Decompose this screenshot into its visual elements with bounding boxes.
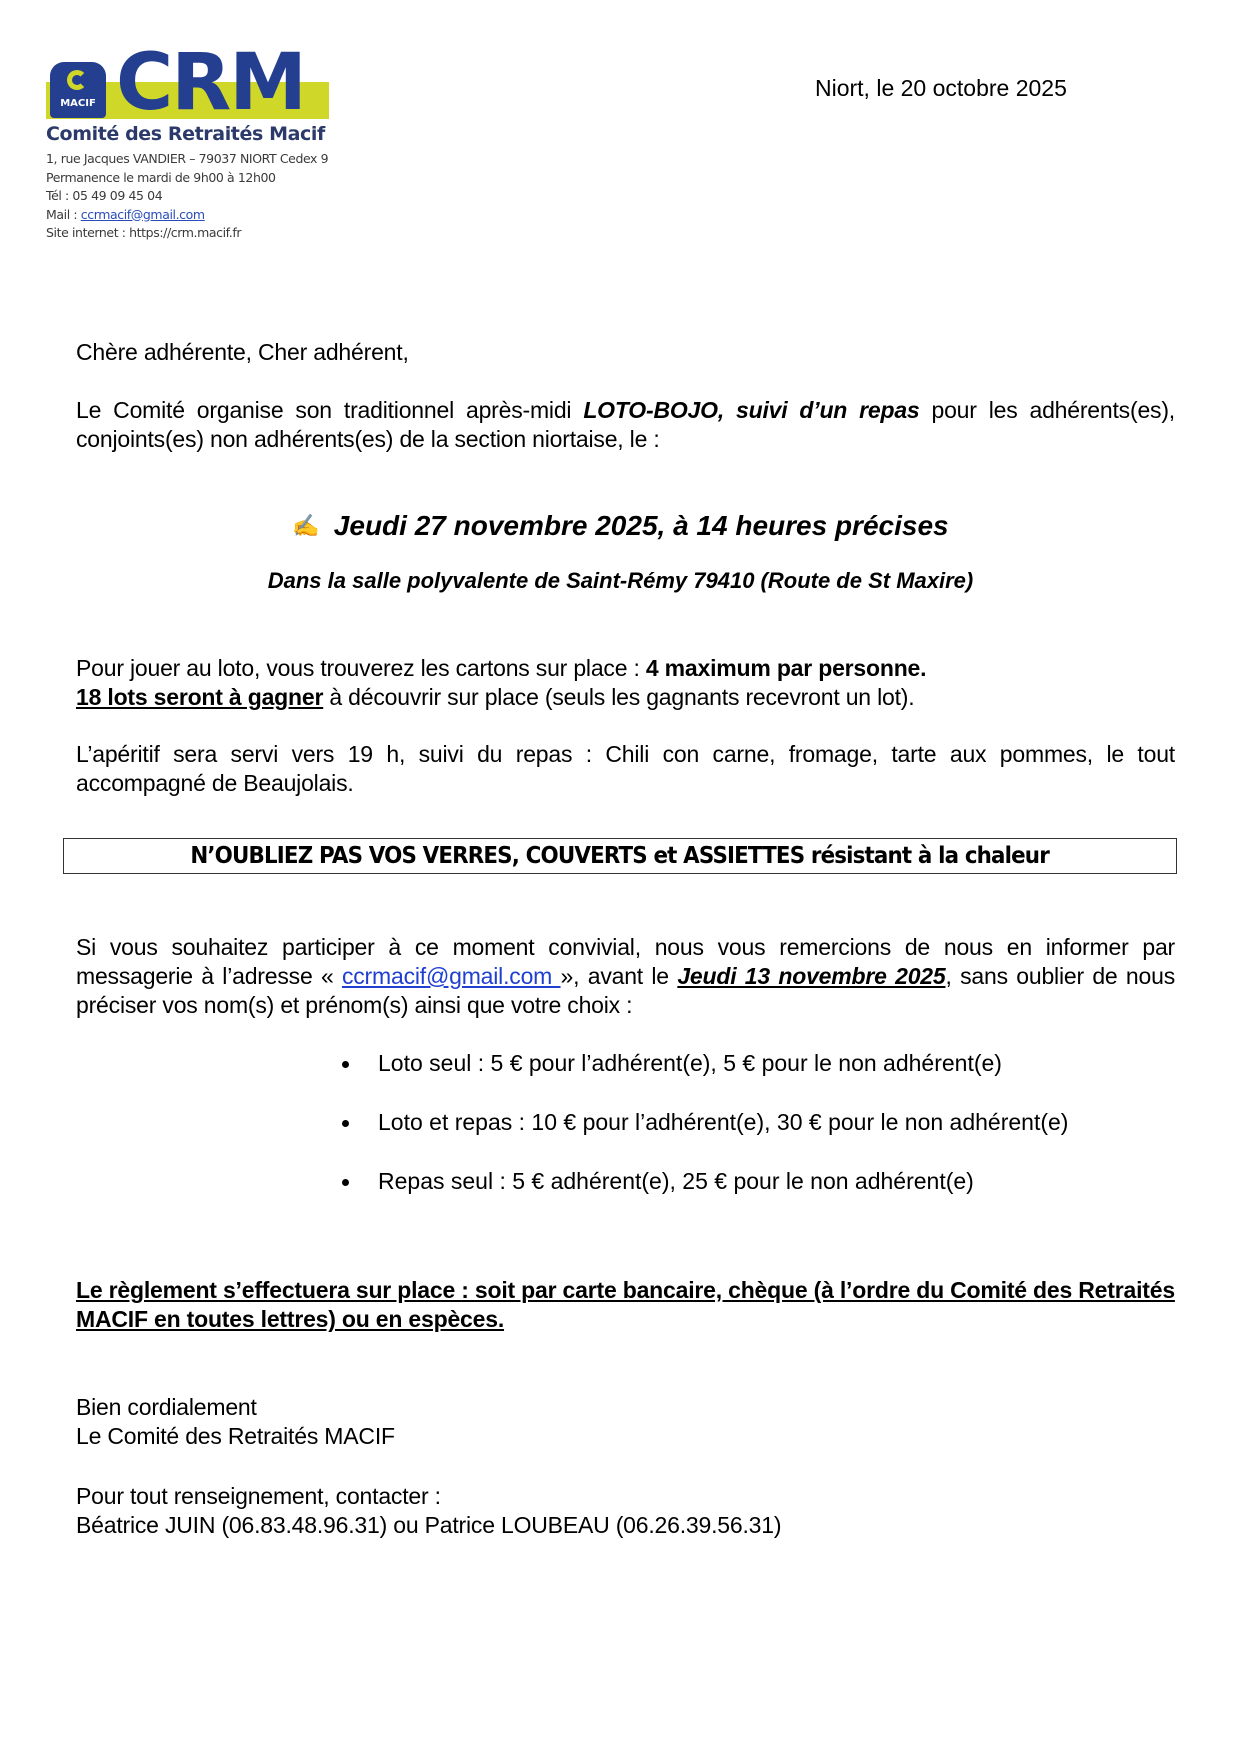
price-option: Loto et repas : 10 € pour l’adhérent(e), 30 € pour le non adhérent(e) bbox=[340, 1108, 1068, 1167]
deadline-date: Jeudi 13 novembre 2025 bbox=[677, 963, 946, 989]
phone: Tél : 05 49 09 45 04 bbox=[46, 188, 163, 203]
closing-signature: Le Comité des Retraités MACIF bbox=[76, 1423, 395, 1449]
greeting: Chère adhérente, Cher adhérent, bbox=[76, 339, 409, 365]
participation-text-2: », avant le bbox=[560, 963, 678, 989]
contact-names: Béatrice JUIN (06.83.48.96.31) ou Patrice LOUBEAU (06.26.39.56.31) bbox=[76, 1512, 782, 1538]
price-option: Repas seul : 5 € adhérent(e), 25 € pour le non adhérent(e) bbox=[340, 1167, 1068, 1226]
mail-label: Mail : bbox=[46, 206, 81, 222]
address: 1, rue Jacques VANDIER – 79037 NIORT Cedex 9 bbox=[46, 151, 329, 166]
macif-swirl-icon bbox=[67, 70, 87, 90]
closing-salutation: Bien cordialement bbox=[76, 1394, 257, 1420]
reminder-text: N’OUBLIEZ PAS VOS VERRES, COUVERTS et ASSIETTES résistant à la chaleur bbox=[190, 843, 1050, 869]
participation-text-3: , sans oublier de nous préciser vos nom(s) et prénom(s) ainsi que votre choix : bbox=[76, 963, 1175, 1018]
event-headline bbox=[0, 510, 1241, 542]
mail-link[interactable]: ccrmacif@gmail.com bbox=[80, 206, 205, 222]
mail-line bbox=[46, 206, 328, 225]
loto-cards-text: Pour jouer au loto, vous trouverez les cartons sur place : bbox=[76, 655, 646, 681]
loto-line-1 bbox=[76, 654, 1175, 683]
macif-badge-icon bbox=[50, 62, 106, 118]
writing-hand-icon: ✍ bbox=[292, 513, 320, 538]
macif-badge-text: MACIF bbox=[60, 98, 96, 109]
price-options-list bbox=[340, 1049, 1068, 1226]
aperitif-paragraph: L’apéritif sera servi vers 19 h, suivi du repas : Chili con carne, fromage, tarte aux pommes, le tout accompagné de Beaujolais. bbox=[76, 741, 1175, 796]
intro-text-1: Le Comité organise son traditionnel après-midi bbox=[76, 397, 584, 423]
event-location: Dans la salle polyvalente de Saint-Rémy 79410 (Route de St Maxire) bbox=[267, 568, 974, 593]
participation-text-1: Si vous souhaitez participer à ce moment convivial, nous vous remercions de nous en informer par messagerie à l’adresse « bbox=[76, 934, 1175, 989]
payment-paragraph: Le règlement s’effectuera sur place : soit par carte bancaire, chèque (à l’ordre du Comité des Retraités MACIF en toutes lettres) ou en espèces. bbox=[76, 1277, 1175, 1332]
loto-paragraph bbox=[76, 654, 1175, 712]
contact-label: Pour tout renseignement, contacter : bbox=[76, 1483, 441, 1509]
intro-highlight: LOTO-BOJO, suivi d’un repas bbox=[583, 397, 920, 423]
participation-paragraph bbox=[76, 933, 1175, 1020]
office-hours: Permanence le mardi de 9h00 à 12h00 bbox=[46, 169, 276, 185]
price-option: Loto seul : 5 € pour l’adhérent(e), 5 € pour le non adhérent(e) bbox=[340, 1049, 1068, 1108]
email-link[interactable]: ccrmacif@gmail.com bbox=[341, 963, 561, 989]
letterhead-info bbox=[46, 150, 328, 243]
loto-line-2 bbox=[76, 683, 1175, 712]
closing bbox=[76, 1393, 395, 1451]
contact-block bbox=[76, 1482, 781, 1540]
loto-max-cards: 4 maximum par personne. bbox=[645, 655, 927, 681]
loto-prizes: 18 lots seront à gagner bbox=[76, 684, 324, 710]
website: Site internet : https://crm.macif.fr bbox=[46, 225, 242, 240]
organization-name: Comité des Retraités Macif bbox=[46, 123, 325, 145]
event-date: Jeudi 27 novembre 2025, à 14 heures précises bbox=[333, 510, 949, 541]
intro-paragraph bbox=[76, 396, 1175, 454]
reminder-box bbox=[63, 838, 1177, 874]
intro-text-2: pour les adhérents(es), conjoints(es) non adhérents(es) de la section niortaise, le : bbox=[76, 397, 1175, 452]
crm-logo: CRM bbox=[116, 38, 305, 128]
date-line: Niort, le 20 octobre 2025 bbox=[815, 75, 1067, 101]
loto-prizes-text: à découvrir sur place (seuls les gagnants recevront un lot). bbox=[323, 684, 915, 710]
letterhead bbox=[46, 38, 336, 240]
